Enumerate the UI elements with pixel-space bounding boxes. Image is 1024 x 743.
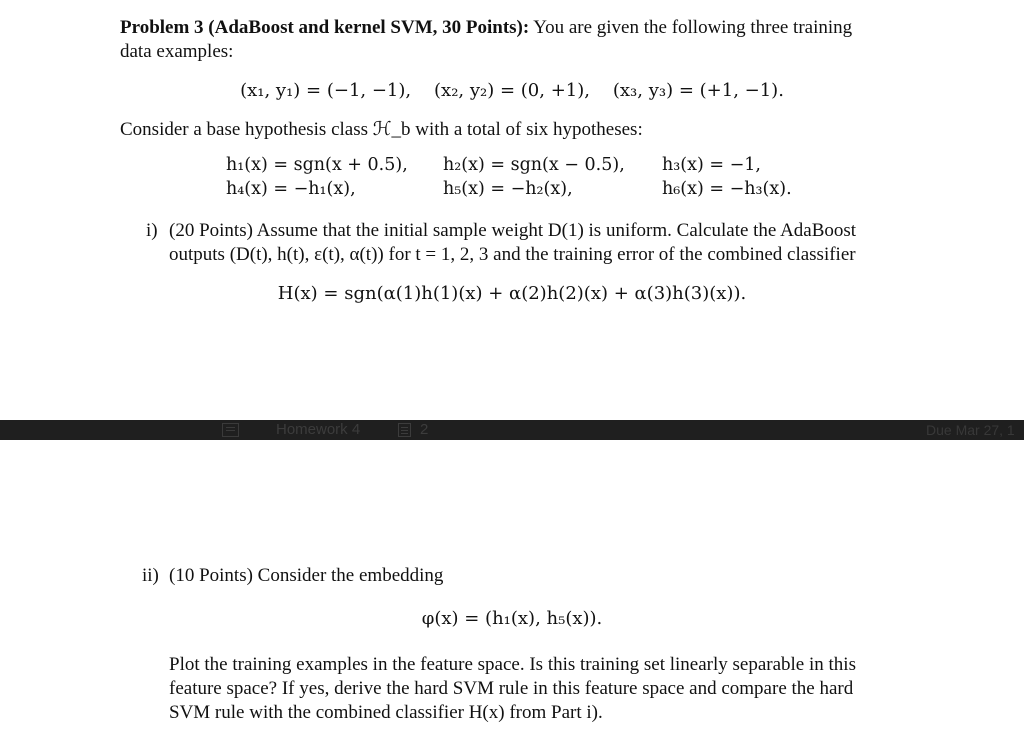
hypothesis-h5: h₅(x) = −h₂(x), <box>443 179 573 199</box>
part-ii-line-1: (10 Points) Consider the embedding <box>169 565 444 586</box>
problem-intro: You are given the following three training <box>533 17 853 38</box>
page-number: 2 <box>420 421 429 438</box>
embedding-formula: φ(x) = (h₁(x), h₅(x)). <box>421 608 603 629</box>
part-i-line-2: outputs (D(t), h(t), ε(t), α(t)) for t = 1, 2, 3 and the training error of the combined classifier <box>169 244 856 265</box>
hypothesis-h2: h₂(x) = sgn(x − 0.5), <box>443 155 625 175</box>
problem-statement-line-1 <box>120 16 852 40</box>
part-ii-paragraph-line-1: Plot the training examples in the feature space. Is this training set linearly separable in this <box>169 654 856 675</box>
part-ii-paragraph-line-3: SVM rule with the combined classifier H(x) from Part i). <box>169 702 603 723</box>
example-1: (x₁, y₁) = (−1, −1), <box>240 80 412 101</box>
hypothesis-h6: h₆(x) = −h₃(x). <box>662 179 792 199</box>
hypothesis-h4: h₄(x) = −h₁(x), <box>226 179 356 199</box>
due-date: Due Mar 27, 1 <box>926 422 1015 438</box>
hypothesis-h3: h₃(x) = −1, <box>662 155 761 175</box>
document-title: Homework 4 <box>276 421 361 438</box>
consider-hypothesis-class: Consider a base hypothesis class ℋ_b with a total of six hypotheses: <box>120 119 643 140</box>
page-icon <box>398 423 411 437</box>
combined-classifier-formula: H(x) = sgn(α(1)h(1)(x) + α(2)h(2)(x) + α(3)h(3)(x)). <box>277 283 747 304</box>
page-separator-bar <box>0 420 1024 440</box>
part-i-line-1: (20 Points) Assume that the initial sample weight D(1) is uniform. Calculate the AdaBoost <box>169 220 857 241</box>
page-2 <box>0 440 1024 743</box>
part-i-label: i) <box>146 220 158 241</box>
problem-heading: Problem 3 (AdaBoost and kernel SVM, 30 Points): <box>120 17 530 38</box>
thumbnail-grid-icon[interactable] <box>222 423 239 437</box>
problem-intro-line-2: data examples: <box>120 41 234 62</box>
part-ii-label: ii) <box>142 565 159 586</box>
part-ii-paragraph-line-2: feature space? If yes, derive the hard SVM rule in this feature space and compare the hard <box>169 678 854 699</box>
hypothesis-h1: h₁(x) = sgn(x + 0.5), <box>226 155 408 175</box>
example-3: (x₃, y₃) = (+1, −1). <box>612 80 784 101</box>
training-examples <box>0 80 1024 101</box>
example-2: (x₂, y₂) = (0, +1), <box>434 80 590 101</box>
